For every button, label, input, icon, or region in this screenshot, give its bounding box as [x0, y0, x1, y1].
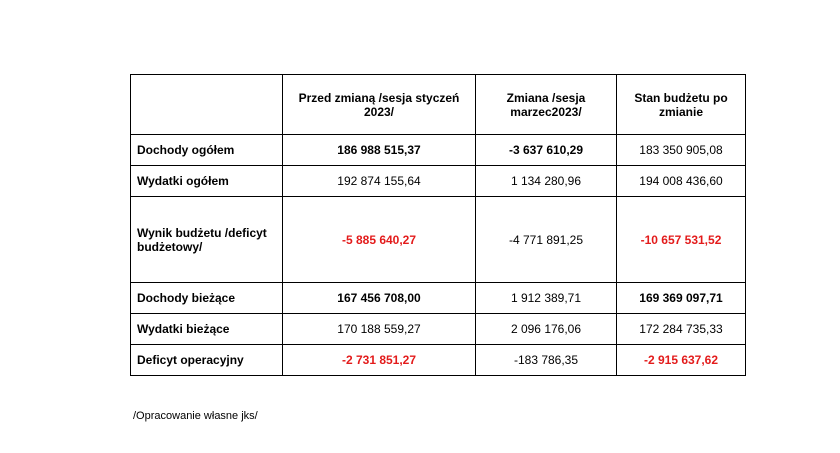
footnote: /Opracowanie własne jks/	[133, 410, 258, 422]
table-row	[131, 345, 746, 376]
table-row	[131, 197, 746, 283]
row-label: Dochody bieżące	[131, 283, 283, 314]
value-after: -10 657 531,52	[617, 197, 746, 283]
value-before: -5 885 640,27	[283, 197, 476, 283]
row-label: Deficyt operacyjny	[131, 345, 283, 376]
table-row	[131, 135, 746, 166]
value-after: 183 350 905,08	[617, 135, 746, 166]
table-row	[131, 166, 746, 197]
budget-table	[130, 74, 746, 376]
value-change: -4 771 891,25	[476, 197, 617, 283]
value-before: 167 456 708,00	[283, 283, 476, 314]
row-label: Dochody ogółem	[131, 135, 283, 166]
header-cell-change: Zmiana /sesja marzec2023/	[476, 75, 617, 135]
header-cell-after: Stan budżetu po zmianie	[617, 75, 746, 135]
value-change: -183 786,35	[476, 345, 617, 376]
table-row	[131, 283, 746, 314]
table-row	[131, 314, 746, 345]
value-before: 170 188 559,27	[283, 314, 476, 345]
value-change: 2 096 176,06	[476, 314, 617, 345]
value-after: 172 284 735,33	[617, 314, 746, 345]
value-before: 192 874 155,64	[283, 166, 476, 197]
row-label: Wynik budżetu /deficyt budżetowy/	[131, 197, 283, 283]
value-before: -2 731 851,27	[283, 345, 476, 376]
header-cell-empty	[131, 75, 283, 135]
header-row	[131, 75, 746, 135]
row-label: Wydatki ogółem	[131, 166, 283, 197]
value-after: 194 008 436,60	[617, 166, 746, 197]
value-after: -2 915 637,62	[617, 345, 746, 376]
value-after: 169 369 097,71	[617, 283, 746, 314]
row-label: Wydatki bieżące	[131, 314, 283, 345]
value-change: 1 912 389,71	[476, 283, 617, 314]
value-change: 1 134 280,96	[476, 166, 617, 197]
value-before: 186 988 515,37	[283, 135, 476, 166]
value-change: -3 637 610,29	[476, 135, 617, 166]
header-cell-before: Przed zmianą /sesja styczeń 2023/	[283, 75, 476, 135]
